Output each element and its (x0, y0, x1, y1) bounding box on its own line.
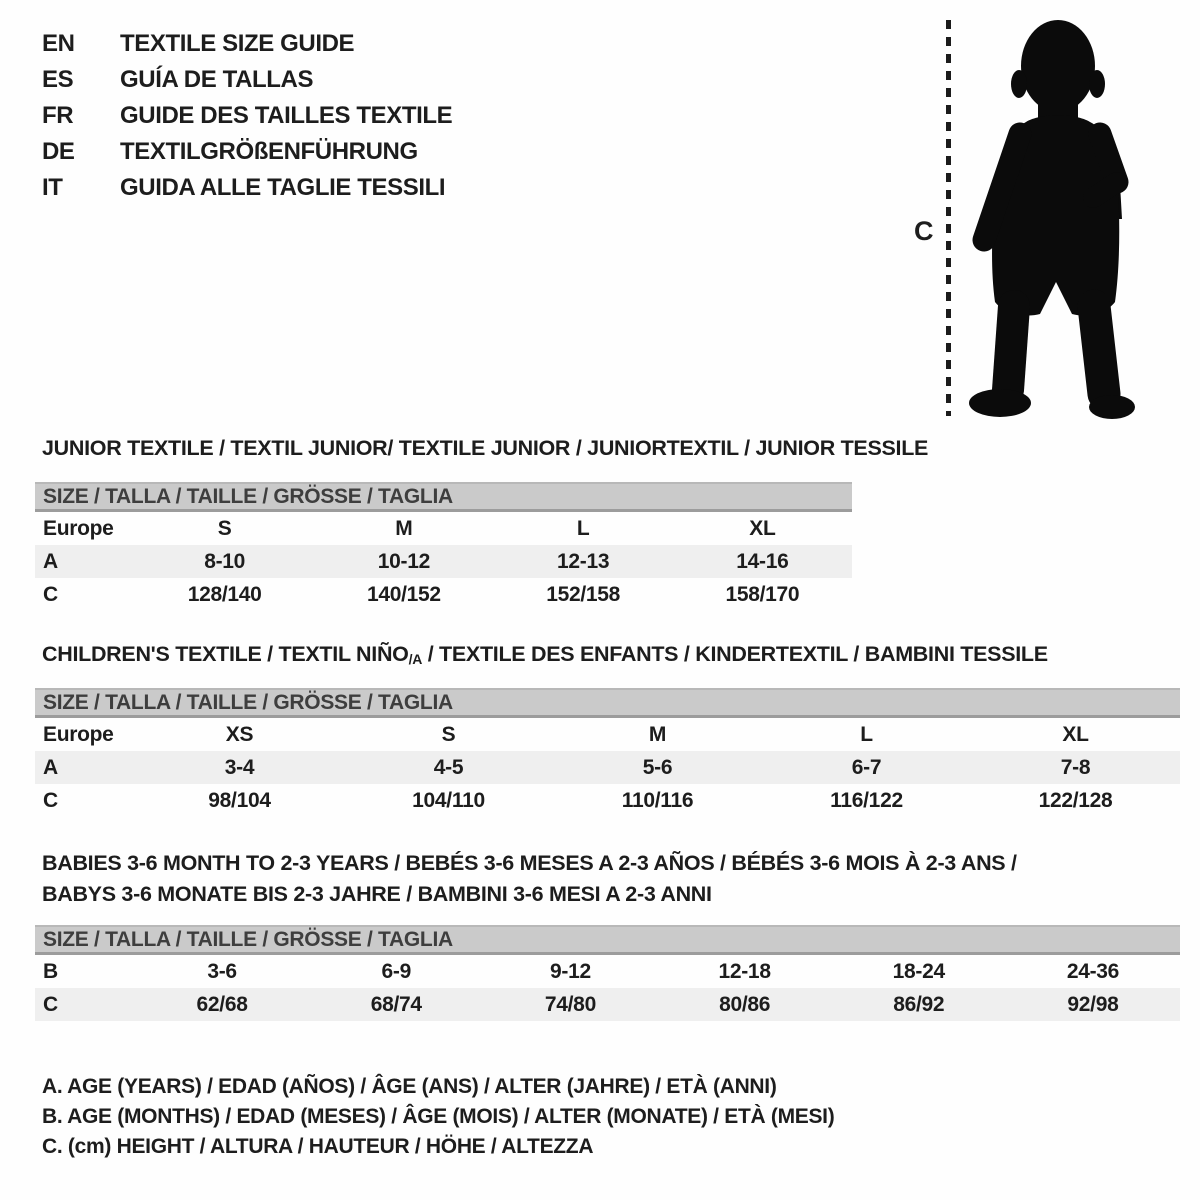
row-label: A (43, 756, 58, 779)
height-cell: 86/92 (893, 993, 945, 1016)
junior-row-age (35, 545, 852, 578)
height-cell: 122/128 (1038, 789, 1113, 812)
row-label: C (43, 789, 58, 812)
height-cell: 128/140 (187, 583, 262, 606)
age-cell: 4-5 (433, 756, 464, 779)
size-cell: XL (1062, 723, 1089, 746)
junior-section-title: JUNIOR TEXTILE / TEXTIL JUNIOR/ TEXTILE JUNIOR / JUNIORTEXTIL / JUNIOR TESSILE (42, 436, 929, 460)
height-measure-label: C (914, 216, 934, 246)
babies-size-table (35, 925, 1180, 1021)
babies-size-header-bar: SIZE / TALLA / TAILLE / GRÖSSE / TAGLIA (35, 925, 1180, 955)
children-row-height (35, 784, 1180, 817)
height-cell: 68/74 (370, 993, 422, 1016)
children-title-prefix: CHILDREN'S TEXTILE / TEXTIL NIÑO (42, 642, 409, 666)
children-section-title (42, 642, 1048, 668)
row-label: C (43, 993, 58, 1016)
footnote-height-cm: C. (cm) HEIGHT / ALTURA / HAUTEUR / HÖHE / ALTEZZA (42, 1135, 594, 1158)
age-cell: 5-6 (642, 756, 673, 779)
language-code: FR (42, 102, 74, 129)
months-cell: 24-36 (1066, 960, 1120, 983)
legend-footnotes (42, 1072, 834, 1162)
toddler-silhouette-icon (968, 14, 1138, 426)
size-cell: M (395, 517, 413, 540)
babies-row-months (35, 955, 1180, 988)
babies-title-line2: BABYS 3-6 MONATE BIS 2-3 JAHRE / BAMBINI 3-6 MESI A 2-3 ANNI (42, 882, 712, 906)
months-cell: 9-12 (550, 960, 591, 983)
height-cell: 92/98 (1067, 993, 1119, 1016)
size-cell: XL (749, 517, 776, 540)
age-cell: 10-12 (377, 550, 430, 573)
age-cell: 3-4 (224, 756, 255, 779)
row-label: A (43, 550, 58, 573)
language-code: EN (42, 30, 75, 57)
height-cell: 116/122 (830, 789, 903, 812)
language-code: ES (42, 66, 74, 93)
months-cell: 3-6 (207, 960, 237, 983)
children-size-header-bar: SIZE / TALLA / TAILLE / GRÖSSE / TAGLIA (35, 688, 1180, 718)
height-measure-dashed-line-icon (946, 20, 951, 416)
junior-size-table (35, 482, 852, 611)
junior-size-header-bar: SIZE / TALLA / TAILLE / GRÖSSE / TAGLIA (35, 482, 852, 512)
babies-title-line1: BABIES 3-6 MONTH TO 2-3 YEARS / BEBÉS 3-6 MESES A 2-3 AÑOS / BÉBÉS 3-6 MOIS À 2-3 ANS / (42, 851, 1017, 875)
junior-row-europe (35, 512, 852, 545)
age-cell: 12-13 (557, 550, 610, 573)
guide-title-fr: GUIDE DES TAILLES TEXTILE (120, 102, 453, 129)
months-cell: 18-24 (892, 960, 945, 983)
guide-title-it: GUIDA ALLE TAGLIE TESSILI (120, 174, 446, 201)
language-row-es (42, 62, 452, 98)
children-row-age (35, 751, 1180, 784)
height-cell: 74/80 (544, 993, 596, 1016)
footnote-age-years: A. AGE (YEARS) / EDAD (AÑOS) / ÂGE (ANS) / ALTER (JAHRE) / ETÀ (ANNI) (42, 1075, 777, 1098)
age-cell: 14-16 (736, 550, 789, 573)
children-size-table (35, 688, 1180, 817)
age-cell: 6-7 (851, 756, 882, 779)
children-row-europe (35, 718, 1180, 751)
footnote-age-months: B. AGE (MONTHS) / EDAD (MESES) / ÂGE (MOIS) / ALTER (MONATE) / ETÀ (MESI) (42, 1105, 835, 1128)
junior-row-height (35, 578, 852, 611)
language-row-en (42, 26, 452, 62)
height-cell: 152/158 (546, 583, 621, 606)
language-title-list (42, 26, 452, 206)
babies-section-title (42, 848, 1017, 910)
months-cell: 6-9 (381, 960, 411, 983)
size-cell: S (217, 517, 232, 540)
size-cell: S (441, 723, 456, 746)
size-cell: L (576, 517, 590, 540)
guide-title-de: TEXTILGRÖßENFÜHRUNG (120, 138, 418, 165)
height-cell: 80/86 (719, 993, 771, 1016)
size-cell: XS (225, 723, 254, 746)
language-row-de (42, 134, 452, 170)
guide-title-en: TEXTILE SIZE GUIDE (120, 30, 355, 57)
language-code: IT (42, 174, 63, 201)
guide-title-es: GUÍA DE TALLAS (120, 66, 314, 93)
language-row-fr (42, 98, 452, 134)
language-row-it (42, 170, 452, 206)
language-code: DE (42, 138, 75, 165)
row-label: Europe (43, 723, 114, 746)
height-cell: 110/116 (621, 789, 694, 812)
row-label: Europe (43, 517, 114, 540)
age-cell: 8-10 (204, 550, 246, 573)
height-cell: 140/152 (366, 583, 441, 606)
height-cell: 98/104 (208, 789, 271, 812)
height-cell: 62/68 (196, 993, 248, 1016)
children-title-suffix: / TEXTILE DES ENFANTS / KINDERTEXTIL / BAMBINI TESSILE (422, 642, 1048, 666)
age-cell: 7-8 (1060, 756, 1091, 779)
row-label: B (43, 960, 58, 983)
babies-row-height (35, 988, 1180, 1021)
height-cell: 104/110 (412, 789, 485, 812)
months-cell: 12-18 (718, 960, 771, 983)
size-cell: L (860, 723, 873, 746)
height-cell: 158/170 (725, 583, 800, 606)
row-label: C (43, 583, 58, 606)
children-title-sub: /A (408, 651, 423, 667)
size-cell: M (648, 723, 667, 746)
